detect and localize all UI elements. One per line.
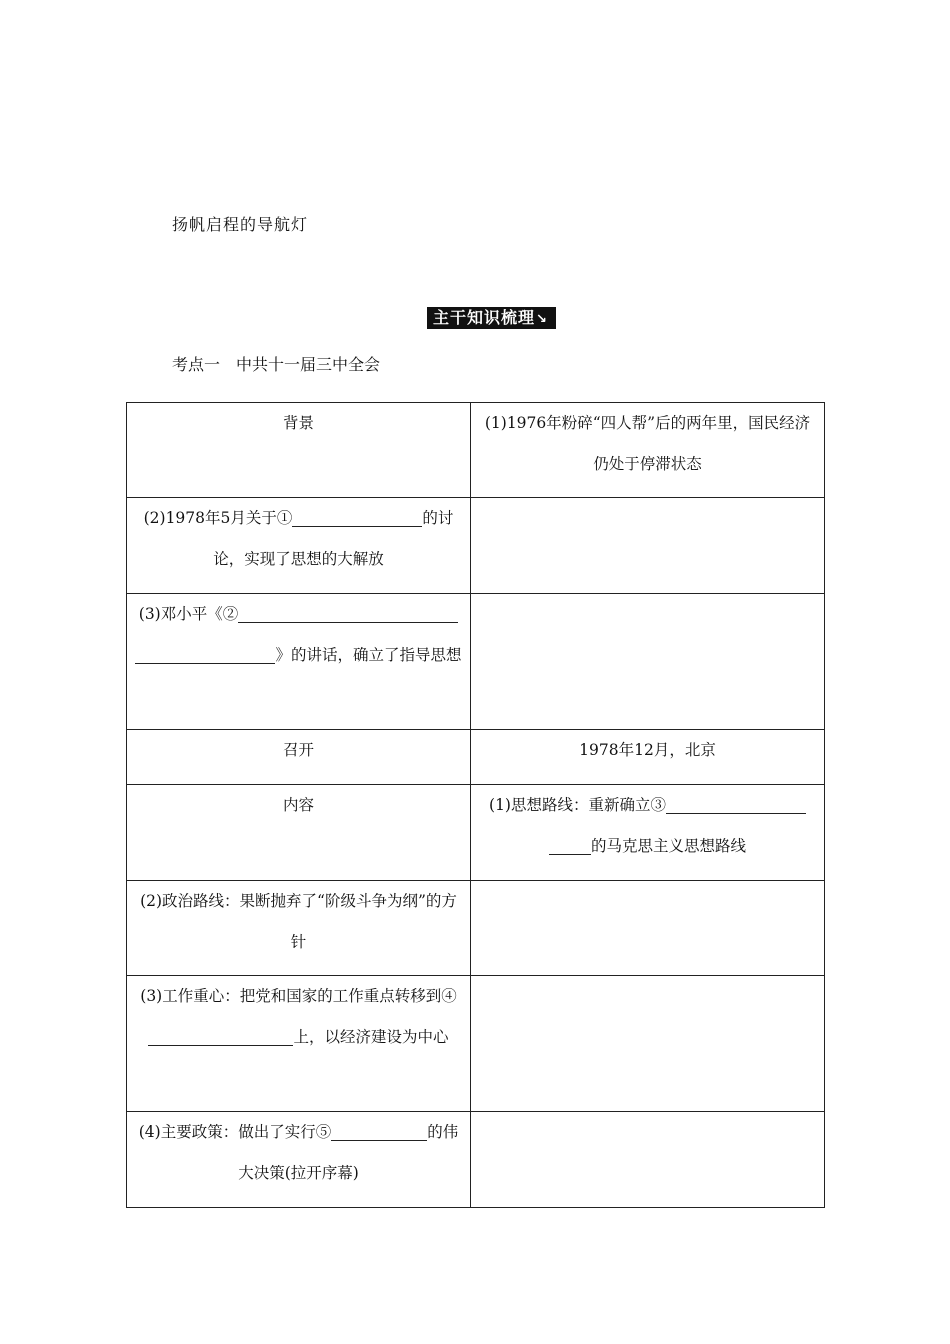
blank-1 — [292, 504, 422, 527]
table-row — [127, 730, 825, 785]
background-3-text-pre: (3)邓小平《② — [138, 605, 239, 623]
content-2-text: (2)政治路线：果断抛弃了“阶级斗争为纲”的方针 — [140, 892, 457, 951]
kaodian-label: 考点一 — [172, 355, 221, 374]
blank-5 — [331, 1118, 427, 1141]
kaodian-title: 中共十一届三中全会 — [236, 355, 381, 374]
convene-label: 召开 — [282, 741, 314, 759]
empty-cell — [471, 498, 825, 594]
convene-value: 1978年12月，北京 — [579, 741, 716, 759]
convene-value-cell — [471, 730, 825, 785]
content-3-text-post: 上，以经济建设为中心 — [293, 1028, 449, 1046]
background-label-cell — [127, 403, 471, 498]
background-2-text-post: 的讨论，实现了思想的大解放 — [213, 509, 454, 568]
table-row — [127, 976, 825, 1112]
blank-3a — [666, 791, 806, 814]
empty-cell — [471, 881, 825, 976]
empty-cell — [471, 1112, 825, 1208]
content-4-text-post: 的伟大决策(拉开序幕) — [238, 1123, 459, 1182]
background-1-text: (1)1976年粉碎“四人帮”后的两年里，国民经济仍处于停滞状态 — [484, 414, 811, 473]
content-4-text-pre: (4)主要政策：做出了实行⑤ — [138, 1123, 332, 1141]
blank-2a — [238, 600, 458, 623]
content-2-cell — [127, 881, 471, 976]
content-label-cell — [127, 785, 471, 881]
table-row — [127, 881, 825, 976]
empty-cell — [471, 594, 825, 730]
kaodian-heading — [172, 352, 380, 375]
background-3-text-post: 》的讲话，确立了指导思想 — [275, 646, 462, 664]
empty-cell — [471, 976, 825, 1112]
content-3-cell — [127, 976, 471, 1112]
section-banner-text: 主干知识梳理 — [433, 308, 536, 327]
table-row — [127, 594, 825, 730]
section-banner — [427, 307, 556, 329]
background-2-cell — [127, 498, 471, 594]
background-3-cell — [127, 594, 471, 730]
arrow-down-right-icon: ↘ — [536, 312, 548, 327]
table-row — [127, 1112, 825, 1208]
blank-3b — [549, 832, 591, 855]
table-row — [127, 403, 825, 498]
background-label: 背景 — [282, 414, 314, 432]
blank-2b — [135, 641, 275, 664]
table-row — [127, 498, 825, 594]
content-3-text-pre: (3)工作重心：把党和国家的工作重点转移到④ — [140, 987, 457, 1005]
knowledge-table — [126, 402, 825, 1208]
content-1-text-post: 的马克思主义思想路线 — [590, 837, 746, 855]
convene-label-cell — [127, 730, 471, 785]
content-1-cell — [471, 785, 825, 881]
content-1-text-pre: (1)思想路线：重新确立③ — [489, 796, 666, 814]
blank-4 — [148, 1023, 293, 1046]
background-1-cell — [471, 403, 825, 498]
subtitle: 扬帆启程的导航灯 — [172, 215, 309, 234]
table-row — [127, 785, 825, 881]
content-4-cell — [127, 1112, 471, 1208]
content-label: 内容 — [282, 796, 314, 814]
background-2-text-pre: (2)1978年5月关于① — [143, 509, 293, 527]
